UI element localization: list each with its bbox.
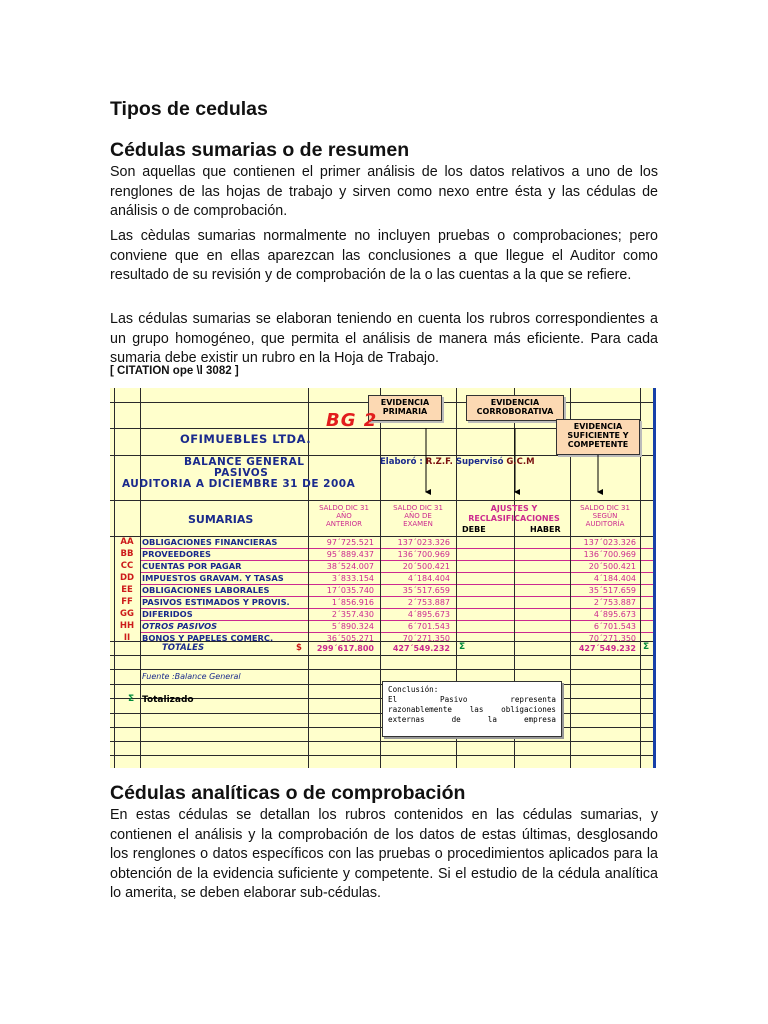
- row-saldo-auditoria: 70´271.350: [588, 634, 636, 643]
- row-saldo-anterior: 1´856.916: [331, 598, 374, 607]
- row-saldo-examen: 136´700.969: [397, 550, 450, 559]
- evidencia-suficiente-box: EVIDENCIA SUFICIENTE Y COMPETENTE: [556, 419, 640, 455]
- total-anterior: 299´617.800: [316, 644, 374, 653]
- row-saldo-anterior: 3´833.154: [331, 574, 374, 583]
- row-code: II: [123, 633, 131, 643]
- row-saldo-anterior: 36´505.271: [326, 634, 374, 643]
- row-label: PROVEEDORES: [142, 549, 212, 559]
- paragraph-sumarias-rubros: Las cédulas sumarias se elaboran teniendo en cuenta los rubros correspondientes a un grupo homogéneo, que permita el análisis de manera más eficiente. Para cada sumaria debe existir un rubro en la Hoja de Trabajo.: [110, 311, 658, 367]
- row-code: EE: [121, 585, 133, 595]
- haber-header: HABER: [530, 525, 561, 534]
- total-examen: 427´549.232: [392, 644, 450, 653]
- heading-analiticas: Cédulas analíticas o de comprobación: [110, 782, 466, 804]
- sigma-mark: Σ: [128, 694, 135, 704]
- col-ajustes-header: AJUSTES Y RECLASIFICACIONES: [468, 504, 560, 523]
- evidencia-primaria-box: EVIDENCIA PRIMARIA: [368, 395, 442, 421]
- row-saldo-examen: 137´023.326: [397, 538, 450, 547]
- row-saldo-examen: 4´895.673: [407, 610, 450, 619]
- row-saldo-anterior: 95´889.437: [326, 550, 374, 559]
- totales-label: TOTALES: [162, 643, 205, 653]
- sheet-title-3: AUDITORIA A DICIEMBRE 31 DE 200A: [122, 478, 356, 490]
- row-saldo-auditoria: 20´500.421: [588, 562, 636, 571]
- row-code: AA: [120, 537, 134, 547]
- evidencia-corroborativa-box: EVIDENCIA CORROBORATIVA: [466, 395, 564, 421]
- row-label: PASIVOS ESTIMADOS Y PROVIS.: [142, 597, 290, 607]
- row-saldo-auditoria: 136´700.969: [583, 550, 636, 559]
- reference-code: BG 2: [326, 410, 378, 431]
- row-code: CC: [120, 561, 134, 571]
- row-saldo-anterior: 2´357.430: [331, 610, 374, 619]
- row-saldo-examen: 70´271.350: [402, 634, 450, 643]
- row-saldo-examen: 4´184.404: [407, 574, 450, 583]
- col-auditoria-header: SALDO DIC 31 SEGÚN AUDITORÍA: [580, 504, 630, 528]
- row-code: BB: [120, 549, 134, 559]
- row-label: CUENTAS POR PAGAR: [142, 561, 242, 571]
- page-title: Tipos de cedulas: [110, 98, 268, 120]
- row-saldo-auditoria: 6´701.543: [593, 622, 636, 631]
- row-saldo-examen: 2´753.887: [407, 598, 450, 607]
- col-anterior-header: SALDO DIC 31 AÑO ANTERIOR: [319, 504, 369, 528]
- row-saldo-auditoria: 2´753.887: [593, 598, 636, 607]
- debe-header: DEBE: [462, 525, 486, 534]
- row-label: OBLIGACIONES LABORALES: [142, 585, 270, 595]
- row-saldo-auditoria: 35´517.659: [588, 586, 636, 595]
- row-saldo-anterior: 38´524.007: [326, 562, 374, 571]
- conclusion-box: Conclusión: El Pasivo representa razonablemente las obligaciones externas de la empresa: [382, 681, 562, 737]
- balance-sheet-image: [110, 388, 656, 768]
- total-auditoria: 427´549.232: [578, 644, 636, 653]
- row-saldo-examen: 35´517.659: [402, 586, 450, 595]
- sumarias-header: SUMARIAS: [188, 513, 254, 526]
- row-label: BONOS Y PAPELES COMERC.: [142, 633, 274, 643]
- row-code: HH: [119, 621, 135, 631]
- row-label: OTROS PASIVOS: [142, 621, 218, 631]
- sheet-title-2: PASIVOS: [214, 467, 269, 479]
- row-label: DIFERIDOS: [142, 609, 193, 619]
- company-name: OFIMUEBLES LTDA.: [180, 432, 312, 446]
- row-saldo-auditoria: 4´895.673: [593, 610, 636, 619]
- elaboro-line: Elaboró : R.Z.F. Supervisó G.C.M: [380, 457, 535, 467]
- row-label: IMPUESTOS GRAVAM. Y TASAS: [142, 573, 284, 583]
- sheet-title-1: BALANCE GENERAL: [184, 456, 305, 468]
- fuente-note: Fuente :Balance General: [142, 672, 241, 681]
- sigma-mark: Σ: [459, 642, 466, 652]
- row-saldo-examen: 20´500.421: [402, 562, 450, 571]
- paragraph-sumarias-definition: Son aquellas que contienen el primer análisis de los datos relativos a uno de los renglones de las hojas de trabajo y sirven como nexo entre ésta y las cédulas de análisis o de comprobación.: [110, 164, 658, 220]
- row-code: FF: [121, 597, 133, 607]
- row-label: OBLIGACIONES FINANCIERAS: [142, 537, 278, 547]
- row-saldo-anterior: 17´035.740: [326, 586, 374, 595]
- row-code: GG: [120, 609, 134, 619]
- paragraph-analiticas: En estas cédulas se detallan los rubros contenidos en las cédulas sumarias, y contienen el análisis y la comprobación de los datos de estas últimas, desglosando los renglones o datos específicos con las pruebas o procedimientos aplicados para la obtención de la evidencia suficiente y competente. Si el estudio de la cédula analítica lo amerita, se deben elaborar sub-cédulas.: [110, 807, 658, 902]
- row-saldo-anterior: 97´725.521: [326, 538, 374, 547]
- totalizado-note: Totalizado: [142, 695, 194, 705]
- heading-sumarias: Cédulas sumarias o de resumen: [110, 139, 410, 161]
- col-examen-header: SALDO DIC 31 AÑO DE EXAMEN: [393, 504, 443, 528]
- row-saldo-auditoria: 4´184.404: [593, 574, 636, 583]
- paragraph-sumarias-conclusions: Las cèdulas sumarias normalmente no incluyen pruebas o comprobaciones; pero conviene que en ellas aparezcan las conclusiones a que llegue el Auditor como resultado de su revisión y de comprobación de la o las cuentas a la que se refiere.: [110, 228, 658, 284]
- row-saldo-examen: 6´701.543: [407, 622, 450, 631]
- sigma-mark: Σ: [643, 642, 650, 652]
- currency-sign: $: [296, 643, 302, 653]
- citation: [ CITATION ope \l 3082 ]: [110, 365, 239, 377]
- row-saldo-anterior: 5´890.324: [331, 622, 374, 631]
- row-code: DD: [119, 573, 135, 583]
- row-saldo-auditoria: 137´023.326: [583, 538, 636, 547]
